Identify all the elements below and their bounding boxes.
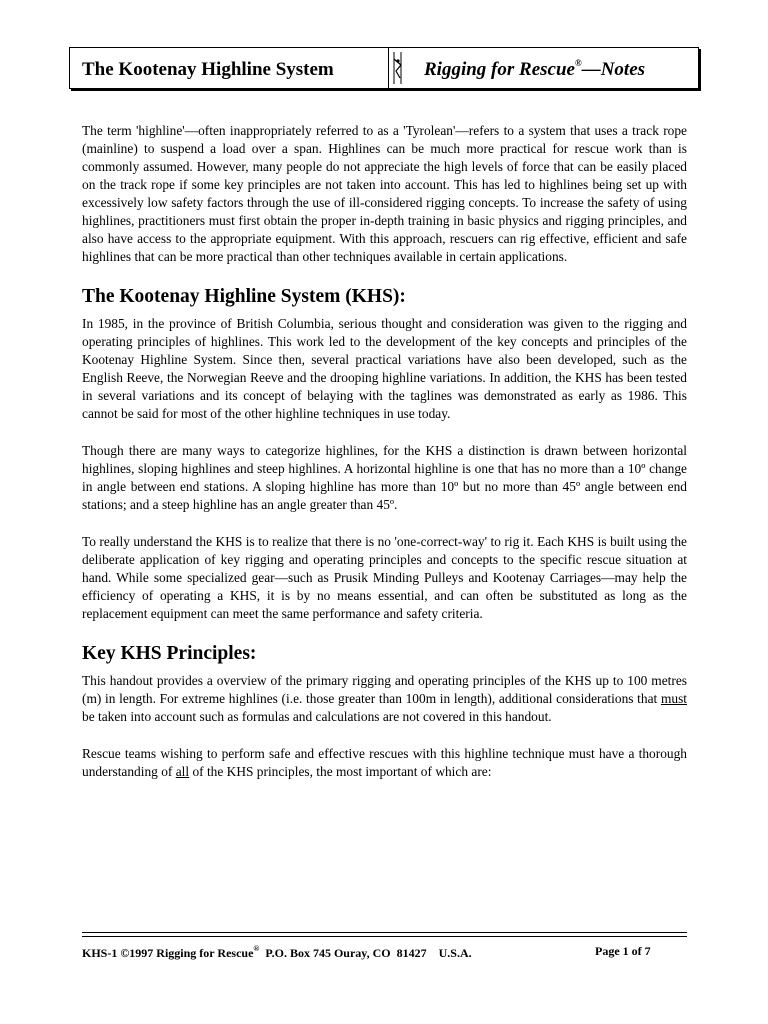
header-title: The Kootenay Highline System	[82, 59, 334, 80]
khs-paragraph-categories: Though there are many ways to categorize highlines, for the KHS a distinction is drawn between horizontal highlines, sloping highlines and steep highlines. A horizontal highline is one that has no more than a 10º change in angle between end stations. A sloping highline has more than 10º but no more than 45º angle between end stations; and a steep highline has an angle greater than 45º.	[82, 443, 687, 512]
principles-paragraph-overview: This handout provides a overview of the primary rigging and operating principles of the KHS up to 100 metres (m) in length. For extreme highlines (i.e. those greater than 100m in length), additional considerations that must be taken into account such as formulas and calculations are not covered in this handout.	[82, 673, 687, 724]
page-header	[69, 47, 699, 89]
footer-copyright: KHS-1 ©1997 Rigging for Rescue® P.O. Box 745 Ouray, CO 81427 U.S.A.	[82, 944, 472, 960]
principles-paragraph-teams: Rescue teams wishing to perform safe and effective rescues with this highline technique must have a thorough understanding of all of the KHS principles, the most important of which are:	[82, 746, 687, 779]
footer-rule	[82, 932, 687, 933]
khs-paragraph-no-one-way: To really understand the KHS is to realize that there is no 'one-correct-way' to rig it. Each KHS is built using the deliberate application of key rigging and operating principles and concepts to the specific rescue situation at hand. While some specialized gear—such as Prusik Minding Pulleys and Kootenay Carriages—may help the efficiency of operating a KHS, it is by no means essential, and can often be substituted as long as the replacement equipment can meet the same performance and safety criteria.	[82, 534, 687, 621]
header-divider	[388, 48, 389, 88]
document-body	[82, 122, 687, 800]
intro-paragraph: The term 'highline'—often inappropriately referred to as a 'Tyrolean'—refers to a system that uses a track rope (mainline) to suspend a load over a span. Highlines can be much more practical for rescue work than is commonly assumed. However, many people do not appreciate the high levels of force that can be easily placed on the track rope if some key principles are not taken into account. This has led to highlines being set up with excessively low safety factors through the use of ill-considered rigging concepts. To increase the safety of using highlines, practitioners must first obtain the proper in-depth training in basic physics and rigging principles, and also have access to the appropriate equipment. With this approach, rescuers can rig effective, efficient and safe highlines that can be more practical than other techniques available in certain applications.	[82, 123, 687, 264]
khs-paragraph-history: In 1985, in the province of British Columbia, serious thought and consideration was given to the rigging and operating principles of highlines. This work led to the development of the key concepts and principles of the Kootenay Highline System. Since then, several practical variations have also been developed, such as the English Reeve, the Norwegian Reeve and the drooping highline variations. In addition, the KHS has been tested in several variations and its concept of belaying with the taglines was demonstrated as early as 1986. This cannot be said for most of the other highline techniques in use today.	[82, 316, 687, 421]
climber-logo-icon	[390, 51, 406, 85]
page-number: Page 1 of 7	[595, 944, 651, 958]
header-brand-notes: Rigging for Rescue®—Notes	[424, 58, 646, 80]
footer-rule	[82, 936, 687, 937]
section-heading-principles: Key KHS Principles:	[82, 643, 257, 664]
section-heading-khs: The Kootenay Highline System (KHS):	[82, 286, 406, 307]
